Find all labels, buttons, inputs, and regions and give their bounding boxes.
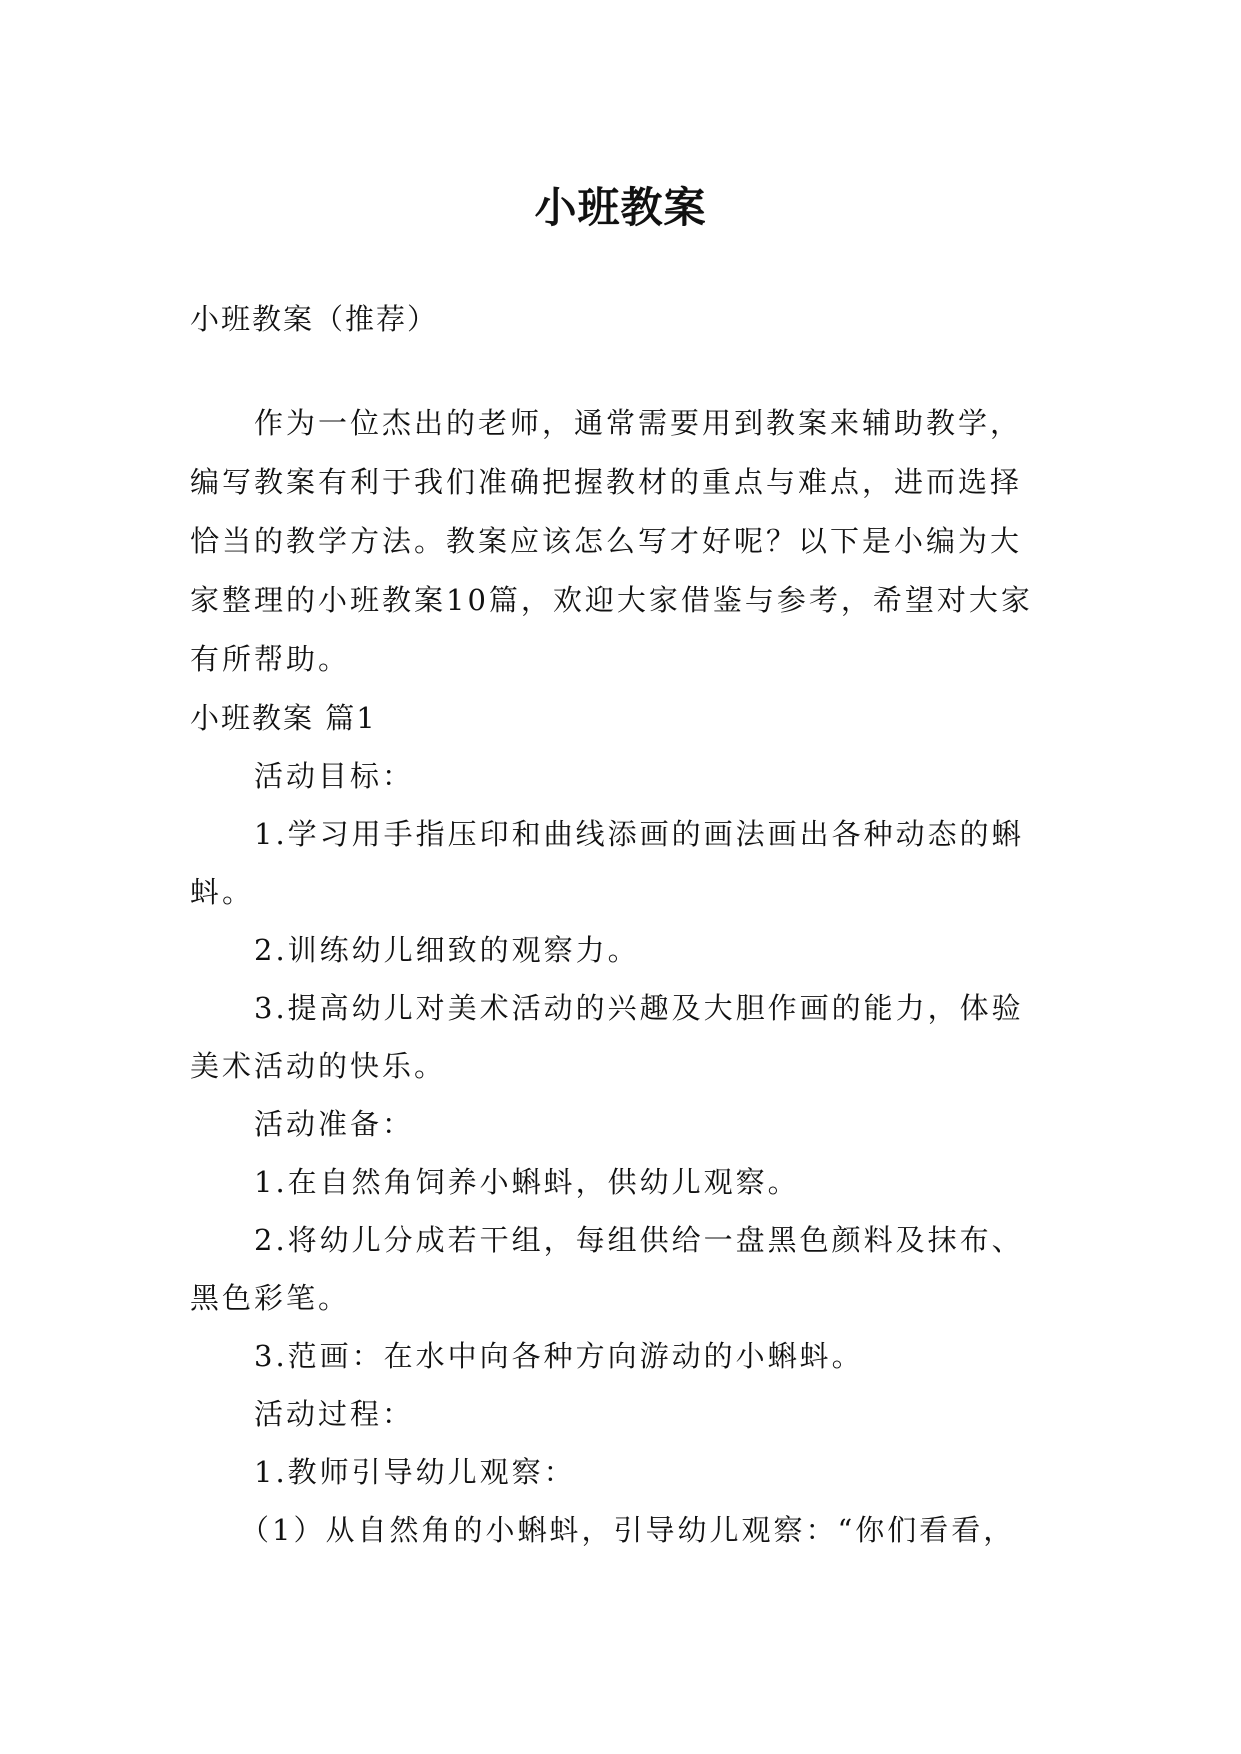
paragraph-prep-3: 3.范画：在水中向各种方向游动的小蝌蚪。: [254, 1339, 864, 1373]
intro-paragraph: 作为一位杰出的老师，通常需要用到教案来辅助教学，编写教案有利于我们准确把握教材的重点与难点，进而选择恰当的教学方法。教案应该怎么写才好呢？以下是小编为大家整理的小班教案10篇，欢迎大家借鉴与参考，希望对大家有所帮助。: [190, 406, 1033, 676]
paragraph-process-1: 1.教师引导幼儿观察：: [254, 1455, 576, 1489]
paragraph-activity-process: 活动过程：: [254, 1397, 415, 1431]
paragraph-process-1-1: （1）从自然角的小蝌蚪，引导幼儿观察：“你们看看，: [240, 1513, 1016, 1547]
page-title: 小班教案: [534, 183, 707, 233]
document-subtitle: 小班教案（推荐）: [190, 302, 439, 336]
section-heading: 小班教案 篇1: [190, 701, 377, 735]
paragraph-activity-goals: 活动目标：: [254, 759, 415, 793]
document-body: [190, 290, 1050, 1559]
paragraph-goal-3: 3.提高幼儿对美术活动的兴趣及大胆作画的能力，体验美术活动的快乐。: [190, 991, 1024, 1083]
paragraph-prep-1: 1.在自然角饲养小蝌蚪，供幼儿观察。: [254, 1165, 800, 1199]
paragraph-goal-1: 1.学习用手指压印和曲线添画的画法画出各种动态的蝌蚪。: [190, 817, 1024, 909]
paragraph-goal-2: 2.训练幼儿细致的观察力。: [254, 933, 640, 967]
paragraph-activity-prep: 活动准备：: [254, 1107, 415, 1141]
paragraph-prep-2: 2.将幼儿分成若干组，每组供给一盘黑色颜料及抹布、黑色彩笔。: [190, 1223, 1024, 1315]
